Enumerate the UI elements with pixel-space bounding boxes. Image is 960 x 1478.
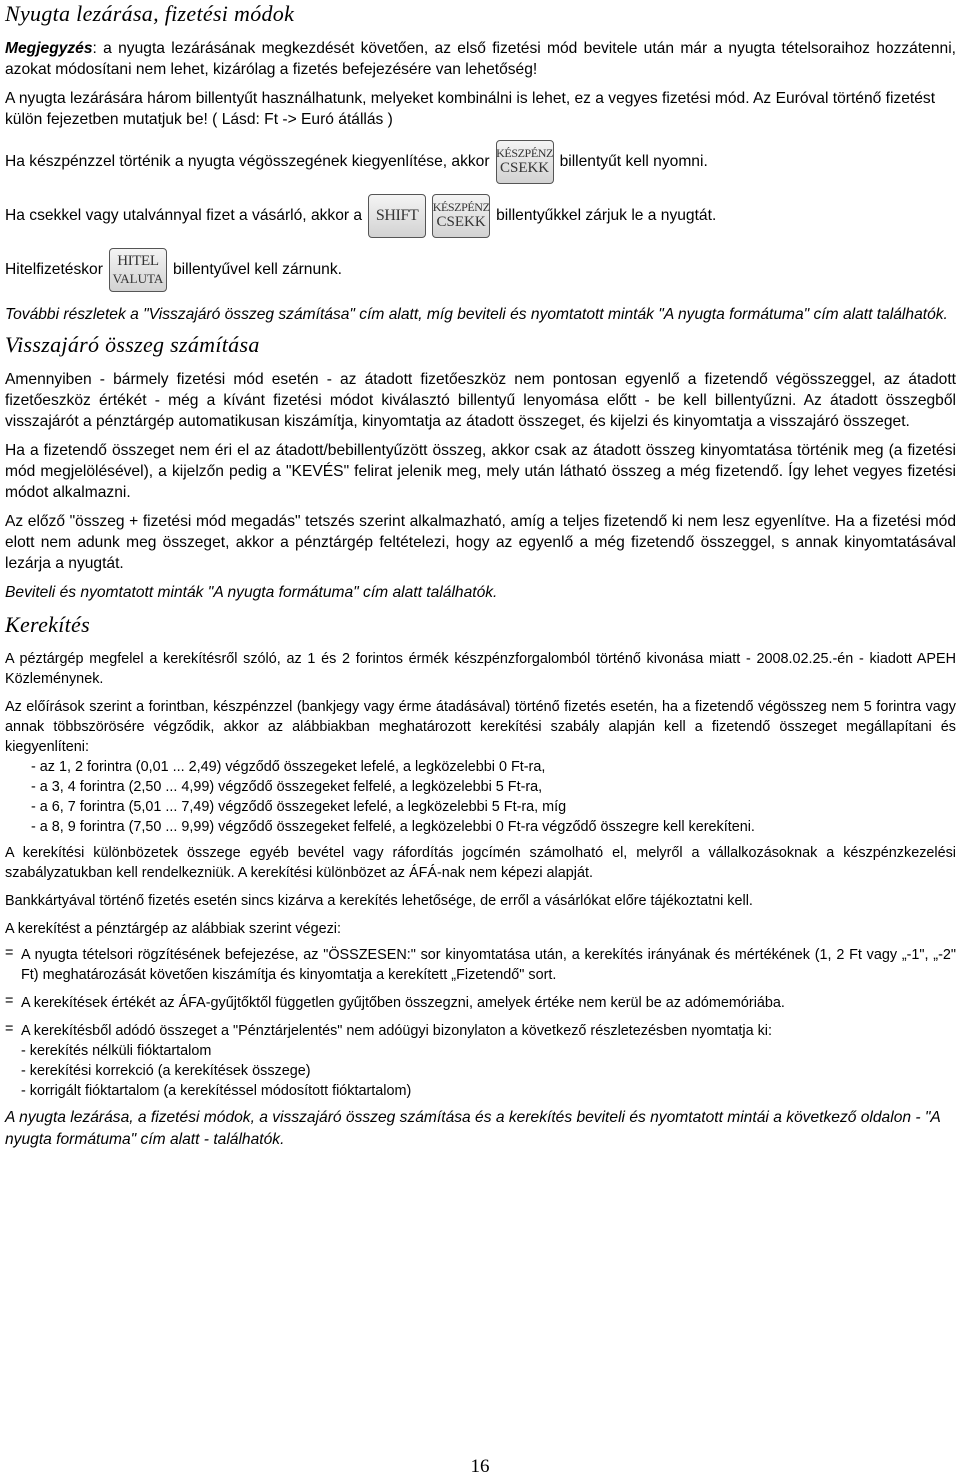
rounding-section	[5, 649, 956, 1101]
credit-text-after: billentyűvel kell zárnunk.	[172, 261, 342, 278]
cheque-text-before: Ha csekkel vagy utalvánnyal fizet a vásárló, akkor a	[5, 207, 363, 224]
change-paragraph-3: Az előző "összeg + fizetési mód megadás" tetszés szerint alkalmazható, amíg a teljes fizetendő ki nem lesz egyenlítve. Ha a fizetési mód elott nem adunk meg összeget, akkor a pénztárgép feltételezi, hogy az egyenlő a még fizetendő összeggel, s annak kinyomtatásával lezárja a nyugtát.	[5, 513, 956, 572]
cheque-instruction	[5, 194, 956, 238]
rounding-rule-1: - az 1, 2 forintra (0,01 ... 2,49) végződő összegeket lefelé, a legközelebbi 0 Ft-ra,	[31, 759, 546, 775]
key-currency-label: VALUTA	[112, 271, 164, 286]
cash-text-before: Ha készpénzzel történik a nyugta végösszegének kiegyenlítése, akkor	[5, 153, 490, 170]
rounding-rule-2: - a 3, 4 forintra (2,50 ... 4,99) végződő összegeket felfelé, a legközelebbi 5 Ft-ra,	[31, 779, 543, 795]
cash-text-after: billentyűt kell nyomni.	[559, 153, 708, 170]
rounding-step-1-text: A nyugta tételsori rögzítésének befejezése, az "ÖSSZESEN:" sor kinyomtatása után, a kerekítés irányának és mértékének (1, 2 Ft vagy „-1", „-2" Ft) meghatározását követően kiszámítja és kinyomtatja a kerekített „Fizetendő" sort.	[21, 947, 956, 983]
report-item: - kerekítési korrekció (a kerekítések összege)	[21, 1063, 311, 1079]
note-text: : a nyugta lezárásának megkezdését követően, az első fizetési mód bevitele után már a nyugta tételsoraihoz hozzátenni, azokat módosítani nem lehet, kizárólag a fizetés befejezésére van lehetőség!	[5, 40, 956, 78]
key-cash-label-2: KÉSZPÉNZ	[432, 200, 490, 214]
section-title-rounding: Kerekítés	[5, 612, 90, 637]
key-cash-label: KÉSZPÉNZ	[496, 146, 553, 160]
rounding-paragraph-1: A péztárgép megfelel a kerekítésről szóló, az 1 és 2 forintos érmék készpénzforgalomból történő kivonása miatt - 2008.02.25.-én - kiadott APEH Közleménynek.	[5, 651, 956, 687]
note-paragraph	[5, 38, 956, 80]
change-paragraph-4: Beviteli és nyomtatott minták "A nyugta formátuma" cím alatt találhatók.	[5, 584, 498, 601]
rounding-step-2	[5, 993, 956, 1013]
document-page	[5, 0, 956, 1151]
closing-paragraph-2: A nyugta lezárására három billentyűt használhatunk, melyeket kombinálni is lehet, ez a vegyes fizetési mód. Az Euróval történő fizetést külön fejezetben mutatjuk be! ( Lásd: Ft -> Euró átállás )	[5, 90, 936, 128]
rounding-step-2-text: A kerekítések értékét az ÁFA-gyűjtőktől független gyűjtőben összegzni, amelyek értéke nem kerül be az adómemóriába.	[21, 995, 785, 1011]
credit-text-before: Hitelfizetéskor	[5, 261, 103, 278]
change-paragraph-1: Amennyiben - bármely fizetési mód esetén - az átadott fizetőeszköz nem pontosan egyenlő a fizetendő végösszeggel, az átadott fizetőeszköz értékét - még a kívánt fizetési módot kiválasztó billentyű lenyomása előtt - be kell billentyűzni. Az átadott összegből visszajárót a pénztárgép automatikusan kiszámítja, kinyomtatja az átadott összeget, és kijelzi és kinyomtatja a visszajáró összeget.	[5, 371, 956, 430]
closing-note: A nyugta lezárása, a fizetési módok, a visszajáró összeg számítása és a kerekítés beviteli és nyomtatott mintái a következő oldalon - "A nyugta formátuma" cím alatt - találhatók.	[5, 1109, 941, 1148]
rounding-paragraph-2: Az előírások szerint a forintban, készpénzzel (bankjegy vagy érme átadásával) történő fizetés esetén, ha a fizetendő végösszeg nem 5 forintra vagy annak többszörösére végződik, akkor az alábbiakban meghatározott kerekítési szabály alapján kell a fizetendő összeget megállapítani és kiegyenlíteni:	[5, 699, 956, 755]
credit-instruction	[5, 248, 956, 292]
rounding-step-3-text: A kerekítésből adódó összeget a "Pénztárjelentés" nem adóügyi bizonylaton a következő részletezésben nyomtatja ki:	[21, 1023, 772, 1039]
page-number: 16	[470, 1456, 490, 1477]
note-label: Megjegyzés	[5, 40, 93, 57]
cheque-text-after: billentyűkkel zárjuk le a nyugtát.	[496, 207, 717, 224]
rounding-rule-3: - a 6, 7 forintra (5,01 ... 7,49) végződő összegeket lefelé, a legközelebbi 5 Ft-ra, míg	[31, 799, 567, 815]
report-item: - kerekítés nélküli fióktartalom	[21, 1043, 212, 1059]
section-title-closing: Nyugta lezárása, fizetési módok	[5, 1, 295, 26]
key-shift-label: SHIFT	[375, 207, 419, 224]
change-paragraph-2: Ha a fizetendő összeget nem éri el az átadott/bebillentyűzött összeg, akkor csak az átadott összeg kinyomtatása történik meg (a fizetési mód megjelölésével), a kijelzőn pedig a "KEVÉS" felirat jelenik meg, mely után látható összeg a még fizetendő. Így lehet vegyes fizetési módot alkalmazni.	[5, 442, 956, 501]
cash-instruction	[5, 140, 956, 184]
rounding-step-3	[5, 1021, 956, 1101]
rounding-rule-4: - a 8, 9 forintra (7,50 ... 9,99) végződő összegeket felfelé, a legközelebbi 0 Ft-ra végződő összegre kell kerekíteni.	[31, 819, 755, 835]
rounding-step-1	[5, 945, 956, 985]
report-item: - korrigált fióktartalom (a kerekítéssel módosított fióktartalom)	[21, 1083, 412, 1099]
key-cash-cheque-2	[432, 194, 490, 238]
key-cheque-label: CSEKK	[499, 160, 550, 176]
rounding-paragraph-4: Bankkártyával történő fizetés esetén sincs kizárva a kerekítés lehetősége, de erről a vásárlókat előre tájékoztatni kell.	[5, 893, 753, 909]
key-cash-cheque	[496, 140, 554, 184]
equals-mark: =	[5, 1021, 14, 1037]
equals-mark: =	[5, 945, 14, 961]
rounding-step-3-body	[21, 1021, 956, 1101]
rounding-paragraph-3: A kerekítési különbözetek összege egyéb bevétel vagy ráfordítás jogcímén számolható el, melyről a vállalkozásoknak a készpénzkezelési szabályzatukban kell rendelkezniük. A kerekítési különbözet az ÁFÁ-nak nem képezi alapját.	[5, 845, 956, 881]
key-cheque-label-2: CSEKK	[436, 214, 486, 230]
key-shift	[368, 194, 426, 238]
equals-mark: =	[5, 993, 14, 1009]
rounding-paragraph-5: A kerekítést a pénztárgép az alábbiak szerint végezi:	[5, 921, 341, 937]
section-title-change: Visszajáró összeg számítása	[5, 332, 260, 357]
more-details-note: További részletek a "Visszajáró összeg számítása" cím alatt, míg beviteli és nyomtatott minták "A nyugta formátuma" cím alatt találhatók.	[5, 306, 948, 323]
key-credit-currency	[109, 248, 167, 292]
key-credit-label: HITEL	[117, 253, 159, 269]
